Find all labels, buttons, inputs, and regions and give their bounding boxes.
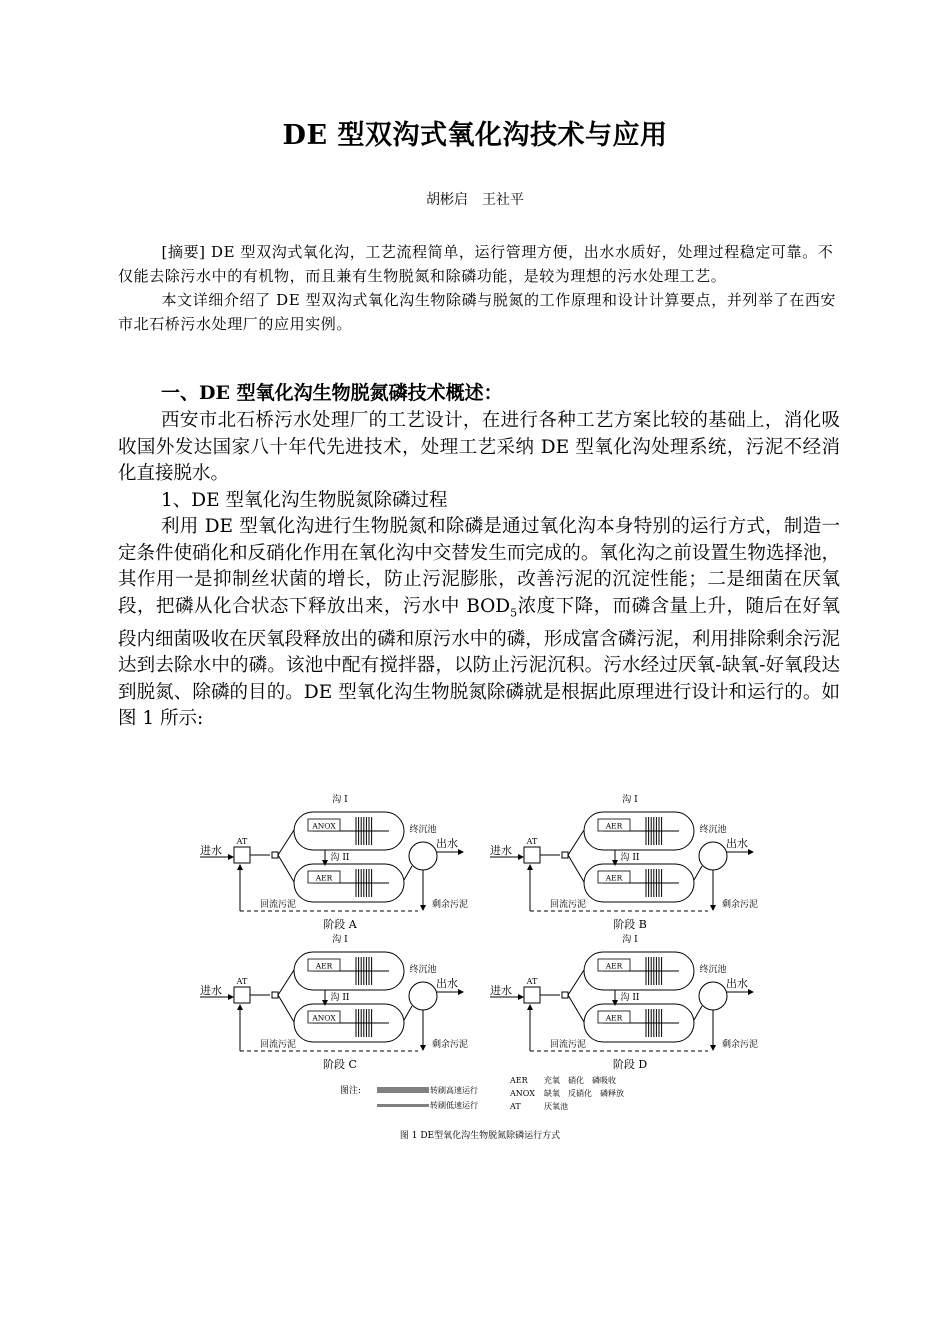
at-label: AT — [236, 837, 248, 846]
return-sludge-label: 回流污泥 — [550, 900, 587, 910]
page-title: DE 型双沟式氧化沟技术与应用 — [282, 120, 668, 151]
legend-low-label: 转刷低速运行 — [430, 1101, 478, 1110]
distribution-box — [562, 852, 568, 858]
arrow — [458, 849, 464, 855]
legend-desc: 充氧 硝化 磷吸收 — [544, 1076, 616, 1085]
stage-diagram — [200, 933, 468, 1071]
anaerobic-tank — [234, 847, 250, 863]
abstract-paragraph: 本文详细介绍了 DE 型双沟式氧化沟生物除磷与脱氮的工作原理和设计计算要点，并列举了在西安市北石桥污水处理厂的应用实例。 — [118, 291, 837, 333]
arrow — [527, 864, 533, 870]
ditch-zone-label: AER — [605, 873, 623, 883]
to-clarifier-line — [404, 1006, 412, 1020]
ditch-ii-label: 沟 II — [330, 993, 350, 1003]
final-clarifier — [699, 982, 727, 1010]
clarifier-label: 终沉池 — [409, 965, 437, 975]
inflow-label: 进水 — [490, 844, 512, 857]
ditch-zone-label: AER — [605, 821, 623, 831]
arrow — [322, 1000, 328, 1006]
legend-high-label: 转刷高速运行 — [430, 1086, 478, 1095]
ditch-zone-label: ANOX — [312, 1013, 336, 1023]
feed-line — [568, 855, 584, 882]
legend-code: AER — [510, 1076, 528, 1085]
feed-line — [568, 970, 584, 995]
body-paragraph: 西安市北石桥污水处理厂的工艺设计，在进行各种工艺方案比较的基础上，消化吸收国外发达国家八十年代先进技术，处理工艺采纳 DE 型氧化沟处理系统，污泥不经消化直接脱水。 — [118, 410, 840, 484]
arrow — [710, 905, 716, 911]
body-paragraph — [118, 514, 840, 733]
arrow — [748, 849, 754, 855]
legend-desc: 缺氧 反硝化 磷释放 — [544, 1089, 624, 1098]
ditch-ii-label: 沟 II — [620, 853, 640, 863]
arrow — [748, 989, 754, 995]
arrow — [518, 994, 524, 1000]
ditch-zone-label: AER — [315, 961, 333, 971]
legend-code: ANOX — [510, 1089, 535, 1098]
inflow-label: 进水 — [200, 844, 222, 857]
stage-label: 阶段 C — [323, 1058, 357, 1071]
to-clarifier-line — [694, 866, 702, 880]
anaerobic-tank — [524, 847, 540, 863]
distribution-box — [272, 852, 278, 858]
excess-sludge-label: 剩余污泥 — [722, 900, 759, 910]
arrow — [322, 860, 328, 866]
feed-line — [278, 970, 294, 995]
inflow-label: 进水 — [200, 984, 222, 997]
distribution-box — [272, 992, 278, 998]
feed-line — [278, 995, 294, 1022]
body-text — [118, 408, 840, 733]
final-clarifier — [699, 842, 727, 870]
at-label: AT — [526, 837, 538, 846]
abstract-paragraph: [摘要] DE 型双沟式氧化沟，工艺流程简单，运行管理方便，出水水质好，处理过程稳定可靠。不仅能去除污水中的有机物，而且兼有生物脱氮和除磷功能，是较为理想的污水处理工艺。 — [118, 243, 834, 285]
excess-sludge-label: 剩余污泥 — [432, 1040, 469, 1050]
arrow — [228, 994, 234, 1000]
feed-line — [568, 995, 584, 1022]
outflow-label: 出水 — [436, 977, 458, 990]
clarifier-label: 终沉池 — [699, 825, 727, 835]
arrow — [420, 1045, 426, 1051]
arrow — [237, 1004, 243, 1010]
ditch-i-label: 沟 I — [332, 935, 348, 945]
legend-code: AT — [510, 1102, 521, 1111]
subscript: 5 — [510, 606, 518, 620]
to-clarifier-line — [404, 866, 412, 880]
arrow — [612, 1000, 618, 1006]
figure-caption: 图 1 DE型氧化沟生物脱氮除磷运行方式 — [399, 1131, 561, 1141]
return-sludge-label: 回流污泥 — [260, 1040, 297, 1050]
arrow — [237, 864, 243, 870]
legend-title: 图注: — [340, 1086, 362, 1096]
final-clarifier — [409, 982, 437, 1010]
feed-line — [568, 830, 584, 855]
stage-label: 阶段 A — [323, 918, 357, 931]
ditch-i-label: 沟 I — [622, 935, 638, 945]
figure-legend — [340, 1075, 624, 1141]
final-clarifier — [409, 842, 437, 870]
abstract — [118, 240, 840, 336]
figure-1 — [190, 790, 770, 1150]
ditch-ii-label: 沟 II — [330, 853, 350, 863]
text-run: 利用 DE 型氧化沟进行生物脱氮和除磷是通过氧化沟本身特别的运行方式，制造一定条件使硝化和反硝化作用在氧化沟中交替发生而完成的。氧化沟之前设置生物选择池，其作用一是抑制丝状菌的增长，防止污泥膨胀，改善污泥的沉淀性能；二是细菌在厌氧段，把磷从化合状态下释放出来，污水中 BOD — [118, 516, 840, 617]
ditch-i-label: 沟 I — [622, 795, 638, 805]
to-clarifier-line — [694, 1006, 702, 1020]
feed-line — [278, 855, 294, 882]
clarifier-label: 终沉池 — [699, 965, 727, 975]
ditch-zone-label: AER — [605, 1013, 623, 1023]
outflow-label: 出水 — [726, 837, 748, 850]
anaerobic-tank — [234, 987, 250, 1003]
ditch-i-label: 沟 I — [332, 795, 348, 805]
at-label: AT — [526, 977, 538, 986]
return-sludge-label: 回流污泥 — [550, 1040, 587, 1050]
excess-sludge-label: 剩余污泥 — [722, 1040, 759, 1050]
text-run: 浓度下降，而磷含量上升，随后在好氧段内细菌吸收在厌氧段释放出的磷和原污水中的磷，形成富含磷污泥，利用排除剩余污泥达到去除水中的磷。该池中配有搅拌器，以防止污泥沉积。污水经过厌氧-缺氧-好氧段达到脱氮、除磷的目的。DE 型氧化沟生物脱氮除磷就是根据此原理进行设计和运行的。如图 1 所示: — [118, 595, 840, 730]
ditch-ii-label: 沟 II — [620, 993, 640, 1003]
arrow — [612, 860, 618, 866]
section-heading: 一、DE 型氧化沟生物脱氮磷技术概述： — [161, 382, 503, 404]
stage-diagram — [490, 793, 758, 931]
stage-label: 阶段 D — [612, 1058, 648, 1071]
arrow — [527, 1004, 533, 1010]
body-paragraph: 1、DE 型氧化沟生物脱氮除磷过程 — [161, 489, 448, 511]
return-sludge-label: 回流污泥 — [260, 900, 297, 910]
ditch-zone-label: ANOX — [312, 821, 336, 831]
inflow-label: 进水 — [490, 984, 512, 997]
feed-line — [278, 830, 294, 855]
arrow — [518, 854, 524, 860]
excess-sludge-label: 剩余污泥 — [432, 900, 469, 910]
legend-desc: 厌氧池 — [544, 1102, 568, 1111]
arrow — [458, 989, 464, 995]
stage-diagram — [490, 933, 758, 1071]
clarifier-label: 终沉池 — [409, 825, 437, 835]
outflow-label: 出水 — [436, 837, 458, 850]
stage-diagram — [200, 793, 468, 931]
stage-label: 阶段 B — [613, 918, 647, 931]
ditch-zone-label: AER — [605, 961, 623, 971]
outflow-label: 出水 — [726, 977, 748, 990]
anaerobic-tank — [524, 987, 540, 1003]
ditch-zone-label: AER — [315, 873, 333, 883]
distribution-box — [562, 992, 568, 998]
arrow — [420, 905, 426, 911]
arrow — [710, 1045, 716, 1051]
authors: 胡彬启 王社平 — [426, 192, 524, 208]
arrow — [228, 854, 234, 860]
at-label: AT — [236, 977, 248, 986]
